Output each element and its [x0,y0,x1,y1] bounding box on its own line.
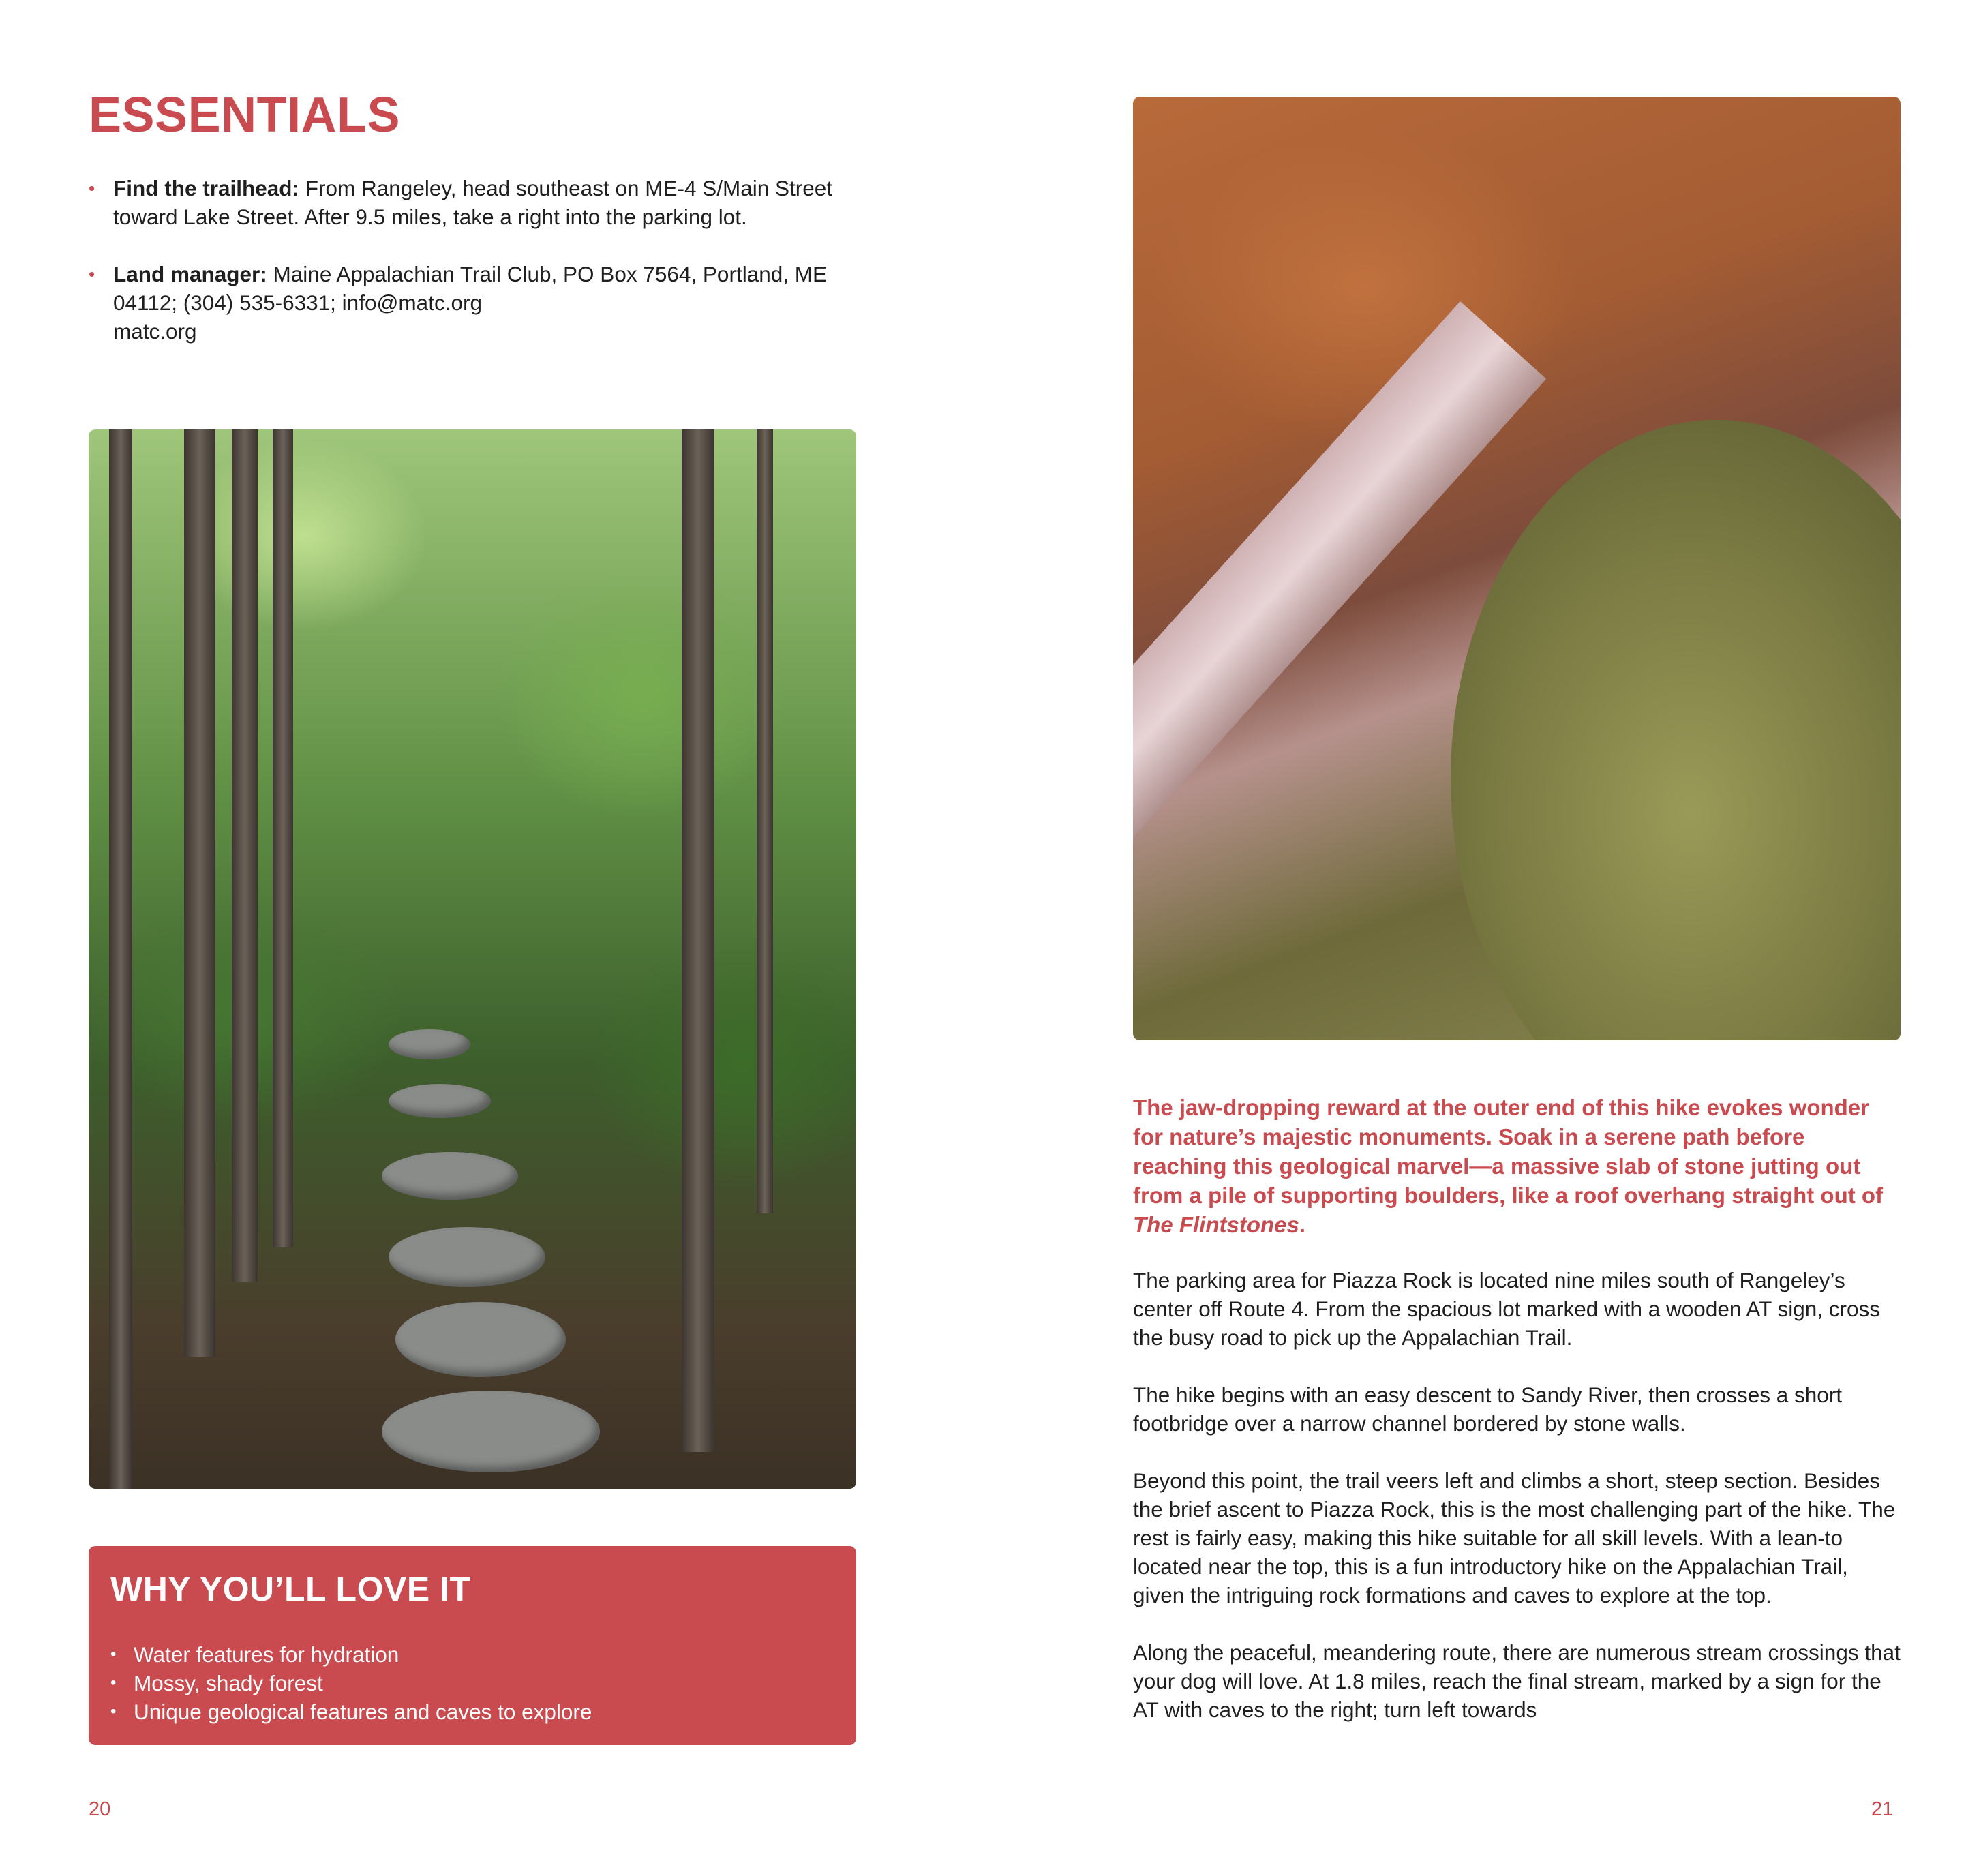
why-love-item-text: Water features for hydration [134,1642,399,1667]
body-paragraph: Beyond this point, the trail veers left and climbs a short, steep section. Besides the brief ascent to Piazza Rock, this is the most challenging part of the hike. The rest is fairly easy, making this hike suitable for all skill levels. With a lean-to located near the top, this is a fun introductory hike on the Appalachian Trail, given the intriguing rock formations and caves to explore at the top. [1133,1468,1896,1607]
body-paragraph: Along the peaceful, meandering route, there are numerous stream crossings that your dog will love. At 1.8 miles, reach the final stream, marked by a sign for the AT with caves to the right; turn left towards [1133,1640,1901,1722]
why-love-item-text: Mossy, shady forest [134,1671,323,1695]
piazza-rock-photo [1133,97,1901,1040]
essentials-text: Maine Appalachian Trail Club, PO Box 7564, Portland, ME 04112; (304) 535-6331; info@matc.org [113,262,827,315]
why-love-heading: WHY YOU’LL LOVE IT [110,1570,471,1608]
bullet-icon: • [110,1702,117,1721]
body-text [1133,1266,1903,1753]
essentials-label: Find the trailhead: [113,176,300,200]
bullet-icon: • [89,264,95,284]
body-paragraph: The hike begins with an easy descent to Sandy River, then crosses a short footbridge over a narrow channel bordered by stone walls. [1133,1382,1843,1436]
why-love-item-text: Unique geological features and caves to explore [134,1699,592,1724]
bullet-icon: • [89,178,95,198]
essentials-text: From Rangeley, head southeast on ME-4 S/Main Street toward Lake Street. After 9.5 miles, take a right into the parking lot. [113,176,833,229]
bullet-icon: • [110,1645,117,1663]
lead-end: . [1299,1212,1306,1237]
page-number-left: 20 [89,1798,111,1820]
lead-text: The jaw-dropping reward at the outer end of this hike evokes wonder for nature’s majestic monuments. Soak in a serene path before reaching this geological marvel—a massive slab of stone jutting out from a pile of supporting boulders, like a roof overhang straight out of [1133,1095,1884,1208]
lead-paragraph [1133,1093,1903,1239]
page-number-right: 21 [1871,1798,1894,1820]
essentials-label: Land manager: [113,262,267,286]
essentials-heading: ESSENTIALS [89,88,401,142]
website-link[interactable]: matc.org [113,319,197,344]
lead-italic-title: The Flintstones [1133,1212,1299,1237]
bullet-icon: • [110,1674,117,1692]
body-paragraph: The parking area for Piazza Rock is located nine miles south of Rangeley’s center off Route 4. From the spacious lot marked with a wooden AT sign, cross the busy road to pick up the Appalachian Trail. [1133,1268,1881,1350]
